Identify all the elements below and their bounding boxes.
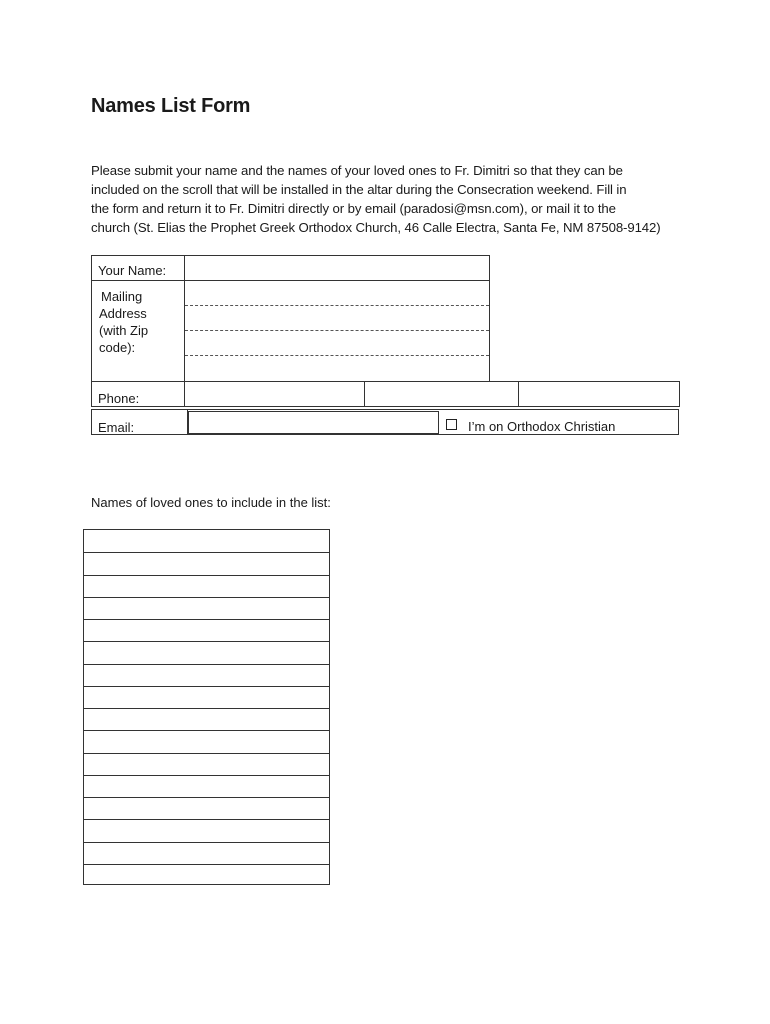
phone-field-2[interactable] (364, 381, 519, 407)
name-field[interactable] (184, 255, 490, 281)
names-list-row[interactable] (84, 730, 329, 753)
address-label-line: Address (99, 306, 147, 321)
address-label (99, 288, 148, 356)
address-label-line: code): (99, 340, 136, 355)
phone-field-1[interactable] (184, 381, 365, 407)
form-title: Names List Form (91, 95, 251, 117)
address-line-divider (185, 355, 489, 356)
address-label-line: Mailing (101, 289, 143, 304)
orthodox-checkbox[interactable] (446, 419, 457, 430)
names-list-row[interactable] (84, 864, 329, 887)
names-list-row[interactable] (84, 753, 329, 776)
address-label-cell (91, 280, 185, 382)
names-list-table (83, 529, 330, 885)
names-list-row[interactable] (84, 686, 329, 709)
names-list-row[interactable] (84, 842, 329, 865)
intro-line-2: included on the scroll that will be installed in the altar during the Consecration weekend. Fill in (91, 182, 627, 197)
phone-label-cell (91, 381, 185, 407)
intro-line-1: Please submit your name and the names of your loved ones to Fr. Dimitri so that they can be (91, 163, 623, 178)
names-list-row[interactable] (84, 819, 329, 842)
names-list-row[interactable] (84, 552, 329, 575)
address-line-divider (185, 305, 489, 306)
intro-line-4: church (St. Elias the Prophet Greek Orthodox Church, 46 Calle Electra, Santa Fe, NM 87508-9142) (91, 220, 661, 235)
names-list-row[interactable] (84, 708, 329, 731)
name-label-cell (91, 255, 185, 281)
name-label: Your Name: (98, 263, 167, 278)
phone-label: Phone: (98, 391, 140, 406)
names-list-row[interactable] (84, 575, 329, 598)
intro-paragraph (91, 161, 691, 237)
names-list-row[interactable] (84, 797, 329, 820)
address-label-line: (with Zip (99, 323, 149, 338)
phone-field-3[interactable] (518, 381, 680, 407)
intro-line-3: the form and return it to Fr. Dimitri directly or by email (paradosi@msn.com), or mail it to the (91, 201, 616, 216)
names-heading: Names of loved ones to include in the list: (91, 495, 331, 510)
names-list-row[interactable] (84, 664, 329, 687)
names-list-row[interactable] (84, 641, 329, 664)
address-line-divider (185, 330, 489, 331)
names-list-row[interactable] (84, 775, 329, 798)
email-field[interactable] (188, 411, 439, 434)
address-field[interactable] (184, 280, 490, 382)
email-label: Email: (98, 420, 135, 435)
names-list-row[interactable] (84, 530, 329, 552)
names-list-row[interactable] (84, 597, 329, 620)
orthodox-checkbox-label: I’m on Orthodox Christian (468, 419, 616, 434)
names-list-row[interactable] (84, 619, 329, 642)
